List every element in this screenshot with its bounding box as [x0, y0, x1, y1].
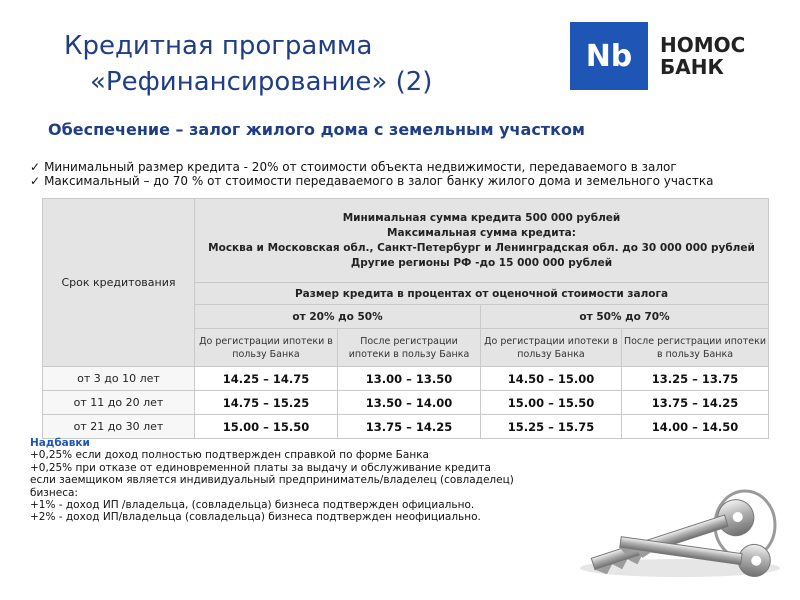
range-header: от 50% до 70% — [481, 305, 769, 329]
info-line: Минимальная сумма кредита 500 000 рублей — [342, 211, 621, 224]
rate-cell: 14.25 – 14.75 — [195, 367, 338, 391]
sub-header: После регистрации ипотеки в пользу Банка — [338, 329, 481, 367]
rate-cell: 15.00 – 15.50 — [481, 391, 622, 415]
bullet-item — [30, 174, 770, 194]
logo-name-line-1: НОМОС — [660, 33, 746, 57]
bullet-list — [30, 160, 770, 194]
range-header: от 20% до 50% — [195, 305, 481, 329]
logo-name-line-2: БАНК — [660, 55, 724, 79]
note-line: бизнеса: — [30, 486, 78, 499]
rates-table-wrap — [42, 198, 768, 439]
rate-cell: 14.00 – 14.50 — [622, 415, 769, 439]
table-row — [43, 415, 769, 439]
title-line-1: Кредитная программа — [64, 31, 373, 61]
checkmark-icon: ✓ — [30, 174, 41, 188]
table-row — [43, 367, 769, 391]
collateral-subtitle: Обеспечение – залог жилого дома с земельным участком — [48, 120, 586, 139]
logo-text — [660, 34, 745, 78]
surcharges-notes — [30, 437, 550, 524]
note-line: +0,25% при отказе от единовременной платы за выдачу и обслуживание кредита — [30, 461, 491, 474]
rate-cell: 13.75 – 14.25 — [338, 415, 481, 439]
rate-cell: 13.25 – 13.75 — [622, 367, 769, 391]
checkmark-icon: ✓ — [30, 160, 41, 174]
bullet-item — [30, 160, 770, 174]
sub-header: После регистрации ипотеки в пользу Банка — [622, 329, 769, 367]
term-cell: от 11 до 20 лет — [43, 391, 195, 415]
term-cell: от 3 до 10 лет — [43, 367, 195, 391]
notes-title: Надбавки — [30, 437, 90, 449]
note-line: если заемщиком является индивидуальный предприниматель/владелец (совладелец) — [30, 474, 514, 487]
term-header: Срок кредитования — [43, 199, 195, 367]
keys-icon — [560, 470, 790, 585]
term-cell: от 21 до 30 лет — [43, 415, 195, 439]
title-line-2: «Рефинансирование» (2) — [90, 67, 433, 97]
note-line: +2% - доход ИП/владельца (совладельца) бизнеса подтвержден неофициально. — [30, 511, 481, 524]
percent-header: Размер кредита в процентах от оценочной стоимости залога — [195, 283, 769, 305]
info-line: Другие регионы РФ -до 15 000 000 рублей — [350, 256, 613, 269]
table-row — [43, 391, 769, 415]
note-line: +0,25% если доход полностью подтвержден справкой по форме Банка — [30, 449, 429, 462]
sub-header: До регистрации ипотеки в пользу Банка — [195, 329, 338, 367]
info-line: Максимальная сумма кредита: — [387, 226, 576, 239]
rate-cell: 15.25 – 15.75 — [481, 415, 622, 439]
rates-table — [42, 198, 769, 439]
rate-cell: 14.50 – 15.00 — [481, 367, 622, 391]
rate-cell: 13.75 – 14.25 — [622, 391, 769, 415]
loan-amount-info — [195, 199, 769, 283]
slide-title — [64, 28, 432, 100]
rate-cell: 13.50 – 14.00 — [338, 391, 481, 415]
bank-logo — [570, 22, 745, 90]
rate-cell: 14.75 – 15.25 — [195, 391, 338, 415]
logo-mark: Nb — [570, 22, 648, 90]
bullet-text: Минимальный размер кредита - 20% от стоимости объекта недвижимости, передаваемого в залог — [44, 160, 677, 174]
sub-header: До регистрации ипотеки в пользу Банка — [481, 329, 622, 367]
rate-cell: 15.00 – 15.50 — [195, 415, 338, 439]
bullet-text: Максимальный – до 70 % от стоимости передаваемого в залог банку жилого дома и земельного участка — [44, 174, 714, 188]
note-line: +1% - доход ИП /владельца, (совладельца) бизнеса подтвержден официально. — [30, 499, 475, 512]
info-line: Москва и Московская обл., Санкт-Петербург и Ленинградская обл. до 30 000 000 рублей — [208, 241, 755, 254]
rate-cell: 13.00 – 13.50 — [338, 367, 481, 391]
